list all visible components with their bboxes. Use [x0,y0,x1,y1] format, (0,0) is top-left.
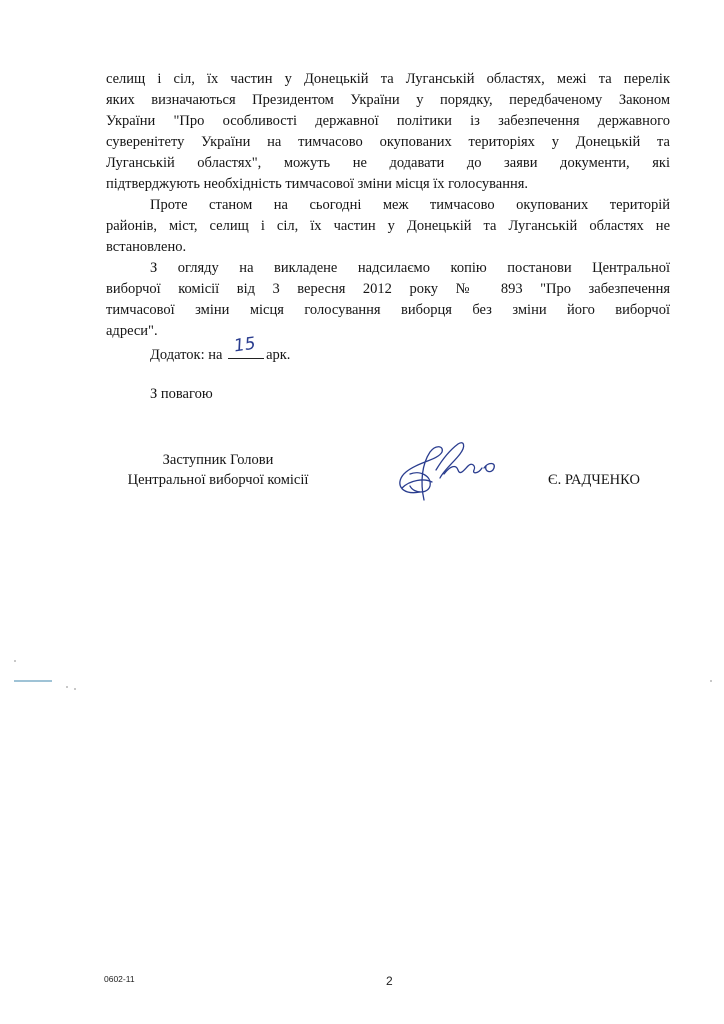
paragraph-boundaries-not-established [106,195,670,258]
paragraph-line: підтверджують необхідність тимчасової зміни місця їх голосування. [106,176,529,192]
paragraph-line: виборчої комісії від 3 вересня 2012 року № 893 "Про забезпечення [106,281,670,297]
scan-artifact [74,688,76,690]
attachment-prefix: Додаток: на [150,347,223,363]
paragraph-resolution-copy [106,258,670,342]
closing-phrase: З повагою [150,386,213,402]
attachment-suffix: арк. [266,347,291,363]
signer-title-line: Центральної виборчої комісії [127,472,309,488]
attachment-sheet-count-field [228,333,264,359]
paragraph-line: встановлено. [106,239,187,255]
paragraph-line: тимчасової зміни місця голосування виборця без зміни його виборчої [106,302,670,318]
page-number: 2 [386,974,393,988]
document-code: 0602-11 [104,974,135,984]
paragraph-voter-documents [106,69,670,195]
signer-name: Є. РАДЧЕНКО [548,472,640,488]
paragraph-line: Проте станом на сьогодні меж тимчасово окупованих територій [150,197,670,213]
attachment-sheet-count: 15 [232,333,257,357]
scan-artifact [14,660,16,662]
paragraph-line: яких визначаються Президентом України у порядку, передбаченому Законом [106,92,670,108]
signer-title [106,450,330,490]
paragraph-line: адреси". [106,323,158,339]
paragraph-line: Луганській областях", можуть не додавати до заяви документи, які [106,155,670,171]
paragraph-line: України "Про особливості державної політики із забезпечення державного [106,113,670,129]
scan-artifact [66,686,68,688]
signer-title-line: Заступник Голови [162,452,274,468]
paragraph-line: районів, міст, селищ і сіл, їх частин у Донецькій та Луганській областях не [106,218,670,234]
scan-artifact [710,680,712,682]
paragraph-line: суверенітету України на тимчасово окупованих територіях у Донецькій та [106,134,670,150]
paragraph-line: З огляду на викладене надсилаємо копію постанови Центральної [150,260,670,276]
paragraph-line: селищ і сіл, їх частин у Донецькій та Луганській областях, межі та перелік [106,71,670,87]
attachment-line [150,333,291,366]
handwritten-signature [380,430,520,510]
scan-artifact [14,680,52,682]
